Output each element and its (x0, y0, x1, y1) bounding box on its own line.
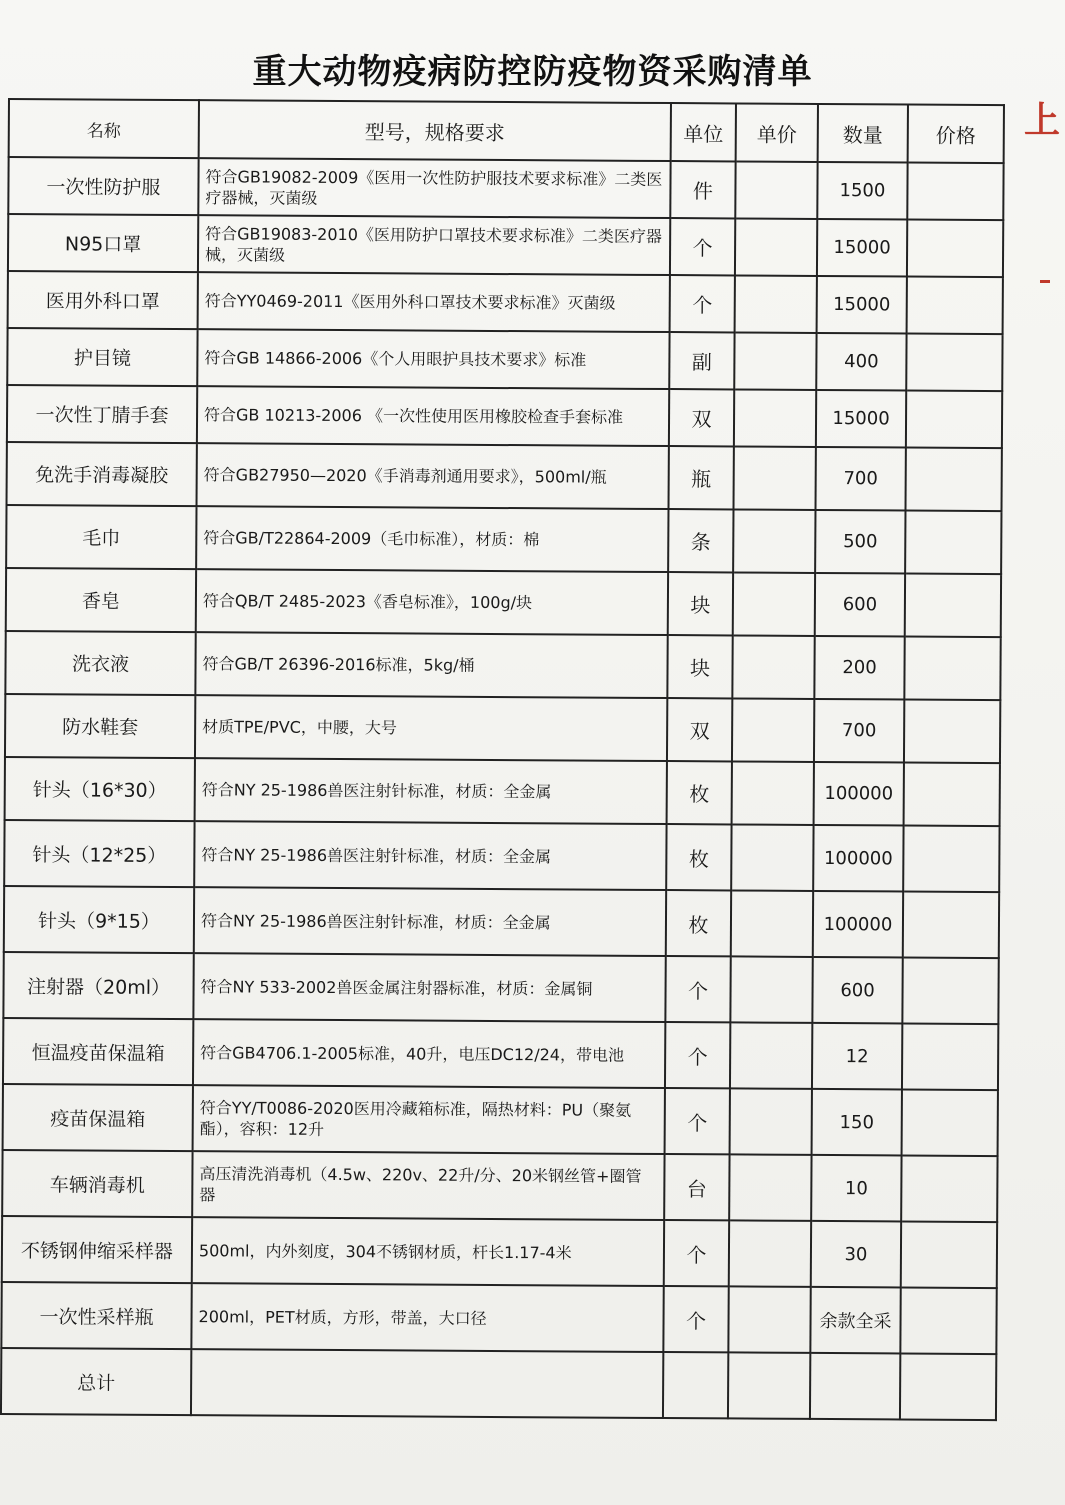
item-unit: 个 (664, 1220, 729, 1286)
item-quantity: 500 (815, 510, 905, 574)
item-name: 一次性丁腈手套 (7, 385, 197, 443)
item-unit-price (735, 218, 817, 275)
item-unit-price (730, 1088, 812, 1154)
item-quantity: 400 (816, 333, 906, 391)
item-unit: 个 (670, 218, 735, 275)
item-price (905, 510, 1001, 574)
table-row (3, 1018, 998, 1090)
item-name: 针头（12*25） (4, 820, 194, 887)
table-row (3, 1084, 998, 1156)
item-price (902, 957, 998, 1024)
item-unit: 块 (667, 635, 732, 698)
total-spec (191, 1349, 663, 1418)
total-unit-price (728, 1352, 810, 1418)
item-quantity: 100000 (813, 891, 903, 958)
item-name: 注射器（20ml） (3, 952, 193, 1019)
item-unit-price (734, 389, 816, 446)
red-mark (1040, 280, 1050, 283)
header-price: 价格 (908, 104, 1004, 163)
procurement-table (0, 98, 1005, 1421)
item-unit-price (730, 1022, 812, 1088)
item-spec: 高压清洗消毒机（4.5w、220v、22升/分、20米钢丝管+圈管器 (192, 1151, 664, 1220)
item-quantity: 700 (814, 699, 904, 763)
item-quantity: 30 (811, 1221, 901, 1288)
item-quantity: 12 (812, 1023, 902, 1090)
total-quantity (810, 1353, 900, 1420)
table-row (5, 757, 1000, 826)
item-unit: 个 (665, 1022, 730, 1088)
item-spec: 符合GB 14866-2006《个人用眼护具技术要求》标准 (197, 329, 669, 389)
item-unit: 瓶 (669, 446, 734, 509)
header-quantity: 数量 (818, 104, 908, 163)
item-unit: 枚 (667, 761, 732, 824)
item-name: 护目镜 (7, 328, 197, 386)
item-spec: 符合GB19083-2010《医用防护口罩技术要求标准》二类医疗器械，灭菌级 (198, 215, 670, 275)
table-row (5, 694, 1000, 763)
item-spec: 符合NY 25-1986兽医注射针标准，材质：全金属 (195, 758, 667, 824)
table-row (3, 952, 998, 1024)
item-spec: 符合GB/T22864-2009（毛巾标准），材质：棉 (196, 506, 668, 572)
item-spec: 符合YY0469-2011《医用外科口罩技术要求标准》灭菌级 (198, 272, 670, 332)
item-unit-price (728, 1286, 810, 1352)
item-price (906, 333, 1002, 391)
item-price (904, 699, 1000, 763)
item-unit: 个 (670, 275, 735, 332)
item-unit-price (735, 161, 817, 218)
table-row (5, 631, 1000, 700)
side-mark: 上 (1024, 100, 1061, 141)
total-unit (663, 1352, 728, 1418)
item-unit-price (733, 509, 815, 572)
item-quantity: 15000 (817, 219, 907, 277)
item-unit: 双 (667, 698, 732, 761)
table-row (7, 442, 1002, 511)
total-label: 总计 (1, 1348, 191, 1415)
item-price (902, 1089, 998, 1156)
item-quantity: 600 (815, 573, 905, 637)
item-unit-price (729, 1154, 811, 1220)
item-quantity: 15000 (817, 276, 907, 334)
item-spec: 200ml，PET材质，方形，带盖，大口径 (191, 1283, 663, 1352)
item-spec: 500ml，内外刻度，304不锈钢材质，杆长1.17-4米 (192, 1217, 664, 1286)
item-name: N95口罩 (8, 214, 198, 272)
table-row (4, 820, 999, 892)
item-name: 医用外科口罩 (8, 271, 198, 329)
item-spec: 符合GB 10213-2006 《一次性使用医用橡胶检查手套标准 (197, 386, 669, 446)
item-quantity: 15000 (816, 390, 906, 448)
item-name: 一次性防护服 (8, 157, 198, 215)
item-name: 洗衣液 (5, 631, 195, 695)
table-header-row (9, 99, 1004, 163)
item-price (903, 825, 999, 892)
item-unit-price (731, 824, 813, 890)
item-price (902, 1023, 998, 1090)
table-row (4, 886, 999, 958)
item-unit-price (732, 635, 814, 698)
item-name: 针头（9*15） (4, 886, 194, 953)
item-price (900, 1287, 996, 1354)
item-quantity: 100000 (813, 825, 903, 892)
item-unit: 枚 (666, 890, 731, 956)
item-spec: 符合QB/T 2485-2023《香皂标准》，100g/块 (196, 569, 668, 635)
table-row (7, 385, 1002, 448)
item-spec: 符合GB4706.1-2005标准，40升，电压DC12/24，带电池 (193, 1019, 665, 1088)
item-quantity: 1500 (817, 162, 907, 220)
table-row (1, 1282, 996, 1354)
header-unit: 单位 (671, 103, 736, 161)
item-unit-price (731, 890, 813, 956)
item-unit: 条 (668, 509, 733, 572)
table-row (6, 505, 1001, 574)
table-row (2, 1216, 997, 1288)
item-unit: 副 (669, 332, 734, 389)
item-spec: 材质TPE/PVC，中腰，大号 (195, 695, 667, 761)
item-name: 车辆消毒机 (2, 1150, 192, 1217)
item-name: 疫苗保温箱 (3, 1084, 193, 1151)
item-price (905, 573, 1001, 637)
item-price (905, 447, 1001, 511)
item-spec: 符合NY 25-1986兽医注射针标准，材质：全金属 (194, 887, 666, 956)
item-name: 毛巾 (6, 505, 196, 569)
item-price (907, 276, 1003, 334)
item-price (907, 219, 1003, 277)
item-price (901, 1221, 997, 1288)
item-spec: 符合YY/T0086-2020医用冷藏箱标准，隔热材料：PU（聚氨酯），容积：12升 (193, 1085, 665, 1154)
item-quantity: 100000 (814, 762, 904, 826)
item-unit: 台 (664, 1154, 729, 1220)
item-unit-price (729, 1220, 811, 1286)
item-price (901, 1155, 997, 1222)
table-row (8, 271, 1003, 334)
item-spec: 符合NY 25-1986兽医注射针标准，材质：全金属 (194, 821, 666, 890)
item-price (907, 162, 1003, 220)
item-unit: 个 (663, 1286, 728, 1352)
item-spec: 符合GB27950—2020《手消毒剂通用要求》，500ml/瓶 (197, 443, 669, 509)
item-name: 不锈钢伸缩采样器 (2, 1216, 192, 1283)
item-spec: 符合GB/T 26396-2016标准，5kg/桶 (195, 632, 667, 698)
total-row (1, 1348, 996, 1420)
table-row (7, 328, 1002, 391)
header-spec: 型号，规格要求 (199, 100, 671, 161)
item-price (906, 390, 1002, 448)
item-unit-price (734, 332, 816, 389)
item-unit-price (732, 698, 814, 761)
item-name: 防水鞋套 (5, 694, 195, 758)
item-price (903, 891, 999, 958)
item-price (904, 762, 1000, 826)
table-row (2, 1150, 997, 1222)
item-name: 香皂 (6, 568, 196, 632)
table-row (8, 214, 1003, 277)
item-unit: 个 (665, 1088, 730, 1154)
table-row (6, 568, 1001, 637)
header-name: 名称 (9, 99, 199, 158)
item-price (904, 636, 1000, 700)
header-unit-price: 单价 (736, 103, 818, 161)
page-title: 重大动物疫病防控防疫物资采购清单 (252, 52, 813, 92)
item-unit-price (735, 275, 817, 332)
item-spec: 符合NY 533-2002兽医金属注射器标准，材质：金属铜 (193, 953, 665, 1022)
item-quantity: 700 (815, 447, 905, 511)
item-unit: 件 (670, 161, 735, 218)
item-unit-price (730, 956, 812, 1022)
item-quantity: 10 (811, 1155, 901, 1222)
item-name: 免洗手消毒凝胶 (7, 442, 197, 506)
item-quantity: 150 (812, 1089, 902, 1156)
item-spec: 符合GB19082-2009《医用一次性防护服技术要求标准》二类医疗器械，灭菌级 (198, 158, 670, 218)
item-unit-price (732, 761, 814, 824)
item-quantity: 600 (812, 957, 902, 1024)
item-unit-price (734, 446, 816, 509)
item-name: 一次性采样瓶 (1, 1282, 191, 1349)
item-unit: 双 (669, 389, 734, 446)
item-unit: 个 (665, 956, 730, 1022)
table-row (8, 157, 1003, 220)
item-unit: 枚 (666, 824, 731, 890)
item-quantity: 200 (814, 636, 904, 700)
item-unit-price (733, 572, 815, 635)
item-quantity: 余款全采 (810, 1287, 900, 1354)
total-price (900, 1353, 996, 1420)
item-name: 针头（16*30） (5, 757, 195, 821)
item-unit: 块 (668, 572, 733, 635)
item-name: 恒温疫苗保温箱 (3, 1018, 193, 1085)
